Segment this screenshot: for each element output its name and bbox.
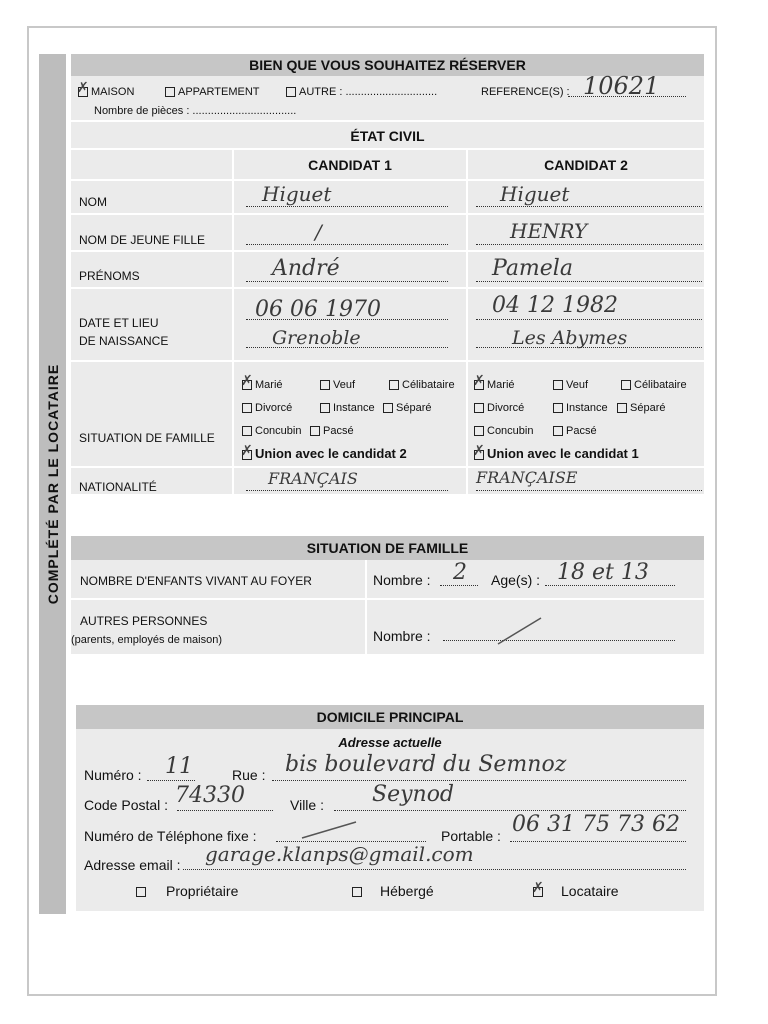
- proprietaire-label: Propriétaire: [166, 883, 239, 899]
- instance-label: Instance: [566, 402, 608, 414]
- c2-pacse-option[interactable]: [553, 425, 597, 437]
- reference-value[interactable]: 10621: [583, 72, 660, 100]
- c2-concubin-option[interactable]: [474, 425, 533, 437]
- nombre-value[interactable]: 2: [453, 560, 467, 585]
- jeune-fille-label: NOM DE JEUNE FILLE: [79, 233, 206, 247]
- field-line: [246, 206, 448, 207]
- c1-nationalite[interactable]: FRANÇAIS: [268, 469, 358, 488]
- nom-label: NOM: [79, 195, 107, 209]
- c2-union-option[interactable]: [474, 446, 639, 461]
- tel-label: Numéro de Téléphone fixe :: [84, 828, 257, 844]
- checkbox-icon[interactable]: [320, 380, 330, 390]
- strike-mark: [495, 614, 545, 648]
- strike-mark: [300, 818, 360, 840]
- divider: [365, 560, 367, 654]
- field-line: [246, 490, 448, 491]
- checkbox-checked-icon[interactable]: [78, 87, 88, 97]
- checkbox-icon[interactable]: [165, 87, 175, 97]
- field-line: [476, 206, 702, 207]
- autre-option[interactable]: [286, 86, 437, 98]
- c1-celibataire-option[interactable]: [389, 379, 455, 391]
- instance-label: Instance: [333, 402, 375, 414]
- checkbox-icon[interactable]: [617, 403, 627, 413]
- c1-concubin-option[interactable]: [242, 425, 301, 437]
- field-line: [476, 490, 702, 491]
- pacse-label: Pacsé: [323, 425, 354, 437]
- autres-sub-label: (parents, employés de maison): [71, 634, 223, 646]
- separe-label: Séparé: [396, 402, 432, 414]
- checkbox-icon[interactable]: [389, 380, 399, 390]
- candidat1-header: CANDIDAT 1: [308, 157, 392, 173]
- checkbox-icon[interactable]: [310, 426, 320, 436]
- checkbox-icon[interactable]: [242, 426, 252, 436]
- c2-date[interactable]: 04 12 1982: [492, 293, 618, 318]
- c1-marie-option[interactable]: [242, 379, 283, 391]
- etat-civil-title: ÉTAT CIVIL: [350, 128, 425, 144]
- locataire-option[interactable]: [533, 883, 619, 899]
- field-line: [246, 281, 448, 282]
- numero-value[interactable]: 11: [165, 754, 193, 779]
- c1-prenoms[interactable]: André: [272, 256, 340, 281]
- reference-label: REFERENCE(S) :: [481, 86, 570, 98]
- c2-veuf-option[interactable]: [553, 379, 588, 391]
- situation-title: SITUATION DE FAMILLE: [71, 536, 704, 560]
- c2-lieu[interactable]: Les Abymes: [512, 327, 628, 349]
- checkbox-icon[interactable]: [474, 403, 484, 413]
- c1-union-option[interactable]: [242, 446, 407, 461]
- checkbox-icon[interactable]: [553, 380, 563, 390]
- divider: [71, 213, 704, 215]
- checkbox-icon[interactable]: [553, 426, 563, 436]
- email-value[interactable]: garage.klanps@gmail.com: [205, 842, 474, 866]
- c2-divorce-option[interactable]: [474, 402, 524, 414]
- appartement-label: APPARTEMENT: [178, 86, 260, 98]
- c2-marie-option[interactable]: [474, 379, 515, 391]
- rue-value[interactable]: bis boulevard du Semnoz: [285, 752, 567, 777]
- field-line[interactable]: [443, 640, 675, 641]
- field-line: [246, 244, 448, 245]
- c2-nom[interactable]: Higuet: [500, 182, 570, 206]
- ville-value[interactable]: Seynod: [372, 782, 455, 807]
- field-line: [272, 780, 686, 781]
- checkbox-icon[interactable]: [286, 87, 296, 97]
- checkbox-icon[interactable]: [553, 403, 563, 413]
- numero-label: Numéro :: [84, 767, 142, 783]
- field-line: [440, 585, 478, 586]
- side-label: COMPLÉTÉ PAR LE LOCATAIRE: [44, 363, 61, 605]
- divider: [71, 466, 704, 468]
- portable-label: Portable :: [441, 828, 501, 844]
- divider: [466, 148, 468, 494]
- date-lieu-label-1: DATE ET LIEU: [79, 316, 159, 330]
- enfants-label: NOMBRE D'ENFANTS VIVANT AU FOYER: [80, 574, 312, 588]
- field-line: [545, 585, 675, 586]
- domicile-title: DOMICILE PRINCIPAL: [76, 705, 704, 729]
- c2-celibataire-option[interactable]: [621, 379, 687, 391]
- email-label: Adresse email :: [84, 857, 181, 873]
- divorce-label: Divorcé: [255, 402, 293, 414]
- prenoms-label: PRÉNOMS: [79, 269, 140, 283]
- c1-date[interactable]: 06 06 1970: [255, 297, 381, 322]
- marie-label: Marié: [255, 379, 283, 391]
- field-line: [510, 841, 686, 842]
- separe-label: Séparé: [630, 402, 666, 414]
- heberge-label: Hébergé: [380, 883, 434, 899]
- checkbox-checked-icon[interactable]: [474, 380, 484, 390]
- union-label: Union avec le candidat 1: [487, 446, 639, 461]
- candidat2-header: CANDIDAT 2: [544, 157, 628, 173]
- ages-label: Age(s) :: [491, 572, 541, 588]
- ages-value[interactable]: 18 et 13: [557, 560, 649, 585]
- checkbox-checked-icon[interactable]: [242, 380, 252, 390]
- heberge-option[interactable]: [352, 883, 434, 899]
- checkbox-icon[interactable]: [320, 403, 330, 413]
- date-lieu-label-2: DE NAISSANCE: [79, 334, 169, 348]
- celibataire-label: Célibataire: [402, 379, 455, 391]
- checkbox-checked-icon[interactable]: [474, 450, 484, 460]
- c1-veuf-option[interactable]: [320, 379, 355, 391]
- checkbox-checked-icon[interactable]: [242, 450, 252, 460]
- pacse-label: Pacsé: [566, 425, 597, 437]
- bien-title: BIEN QUE VOUS SOUHAITEZ RÉSERVER: [71, 54, 704, 76]
- marie-label: Marié: [487, 379, 515, 391]
- adresse-subtitle: Adresse actuelle: [338, 735, 442, 750]
- side-label-bar: [39, 54, 66, 914]
- nombre2-label: Nombre :: [373, 628, 431, 644]
- locataire-label: Locataire: [561, 883, 619, 899]
- cp-label: Code Postal :: [84, 797, 169, 813]
- checkbox-icon[interactable]: [474, 426, 484, 436]
- c1-jeune-fille[interactable]: /: [315, 220, 322, 244]
- divider: [71, 148, 704, 150]
- c1-pacse-option[interactable]: [310, 425, 354, 437]
- c1-divorce-option[interactable]: [242, 402, 292, 414]
- cp-value[interactable]: 74330: [175, 783, 245, 808]
- divider: [71, 287, 704, 289]
- appartement-option[interactable]: [165, 86, 260, 98]
- concubin-label: Concubin: [487, 425, 534, 437]
- field-line: [334, 810, 686, 811]
- divider: [71, 179, 704, 181]
- rue-label: Rue :: [232, 767, 266, 783]
- c2-separe-option[interactable]: [617, 402, 665, 414]
- c1-separe-option[interactable]: [383, 402, 431, 414]
- nationalite-label: NATIONALITÉ: [79, 480, 157, 494]
- checkbox-checked-icon[interactable]: [533, 887, 543, 897]
- situation-label: SITUATION DE FAMILLE: [79, 431, 215, 445]
- field-line: [476, 244, 702, 245]
- proprietaire-option[interactable]: [136, 883, 238, 899]
- divorce-label: Divorcé: [487, 402, 525, 414]
- autres-label: AUTRES PERSONNES: [80, 614, 208, 628]
- portable-value[interactable]: 06 31 75 73 62: [512, 812, 680, 837]
- field-line: [476, 281, 702, 282]
- maison-option[interactable]: [78, 86, 134, 98]
- divider: [71, 360, 704, 362]
- c2-instance-option[interactable]: [553, 402, 608, 414]
- field-line: [476, 319, 702, 320]
- checkbox-icon[interactable]: [352, 887, 362, 897]
- checkbox-icon[interactable]: [383, 403, 393, 413]
- maison-label: MAISON: [91, 86, 135, 98]
- c1-lieu[interactable]: Grenoble: [272, 327, 361, 349]
- field-line: [183, 869, 686, 870]
- c2-nationalite[interactable]: FRANÇAISE: [476, 468, 578, 487]
- checkbox-icon[interactable]: [136, 887, 146, 897]
- divider: [71, 250, 704, 252]
- field-line: [147, 780, 195, 781]
- c2-prenoms[interactable]: Pamela: [492, 256, 573, 281]
- ville-label: Ville :: [290, 797, 324, 813]
- checkbox-icon[interactable]: [242, 403, 252, 413]
- celibataire-label: Célibataire: [634, 379, 687, 391]
- pieces-label: Nombre de pièces : ..................................: [94, 105, 297, 117]
- c1-nom[interactable]: Higuet: [262, 182, 332, 206]
- autre-label: AUTRE : ..............................: [299, 86, 438, 98]
- divider: [232, 148, 234, 494]
- field-line: [177, 810, 273, 811]
- concubin-label: Concubin: [255, 425, 302, 437]
- divider: [71, 598, 704, 600]
- c1-instance-option[interactable]: [320, 402, 375, 414]
- veuf-label: Veuf: [333, 379, 356, 391]
- nombre-label: Nombre :: [373, 572, 431, 588]
- c2-jeune-fille[interactable]: HENRY: [510, 219, 588, 243]
- checkbox-icon[interactable]: [621, 380, 631, 390]
- union-label: Union avec le candidat 2: [255, 446, 407, 461]
- veuf-label: Veuf: [566, 379, 589, 391]
